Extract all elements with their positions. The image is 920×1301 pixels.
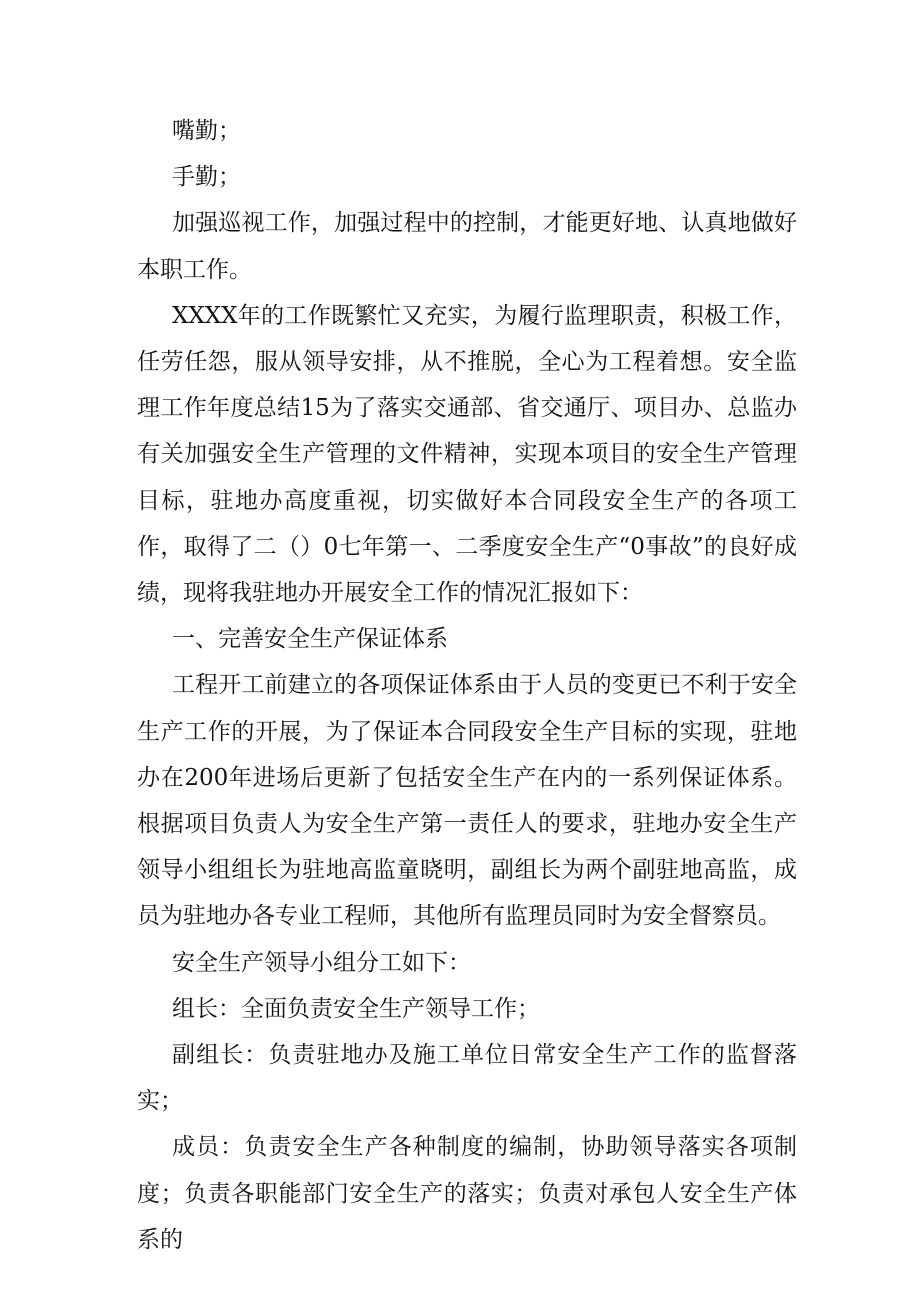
paragraph-leader-duty: 组长：全面负责安全生产领导工作； [172, 995, 540, 1022]
paragraph-deputy-duty: 副组长：负责驻地办及施工单位日常安全生产工作的监督落实； [137, 1042, 797, 1115]
section-heading-1: 一、完善安全生产保证体系 [172, 626, 448, 653]
document-body [137, 108, 797, 1263]
paragraph-guarantee-system: 工程开工前建立的各项保证体系由于人员的变更已不利于安全生产工作的开展，为了保证本合同段安全生产目标的实现，驻地办在200年进场后更新了包括安全生产在内的一系列保证体系。根据项目负责人为安全生产第一责任人的要求，驻地办安全生产领导小组组长为驻地高监童晓明，副组长为两个副驻地高监，成员为驻地办各专业工程师，其他所有监理员同时为安全督察员。 [137, 672, 797, 930]
paragraph-hand-diligence: 手勤； [172, 164, 241, 191]
paragraph-inspection: 加强巡视工作，加强过程中的控制，才能更好地、认真地做好本职工作。 [137, 210, 797, 283]
paragraph-division-intro: 安全生产领导小组分工如下： [172, 949, 471, 976]
paragraph-annual-summary: XXXX年的工作既繁忙又充实，为履行监理职责，积极工作，任劳任怨，服从领导安排，从不推脱，全心为工程着想。安全监理工作年度总结15为了落实交通部、省交通厅、项目办、总监办有关加强安全生产管理的文件精神，实现本项目的安全生产管理目标，驻地办高度重视，切实做好本合同段安全生产的各项工作，取得了二（）0七年第一、二季度安全生产“0事故”的良好成绩，现将我驻地办开展安全工作的情况汇报如下： [137, 302, 797, 607]
paragraph-mouth-diligence: 嘴勤； [172, 118, 241, 144]
paragraph-member-duty: 成员：负责安全生产各种制度的编制，协助领导落实各项制度；负责各职能部门安全生产的落实；负责对承包人安全生产体系的 [137, 1134, 797, 1253]
